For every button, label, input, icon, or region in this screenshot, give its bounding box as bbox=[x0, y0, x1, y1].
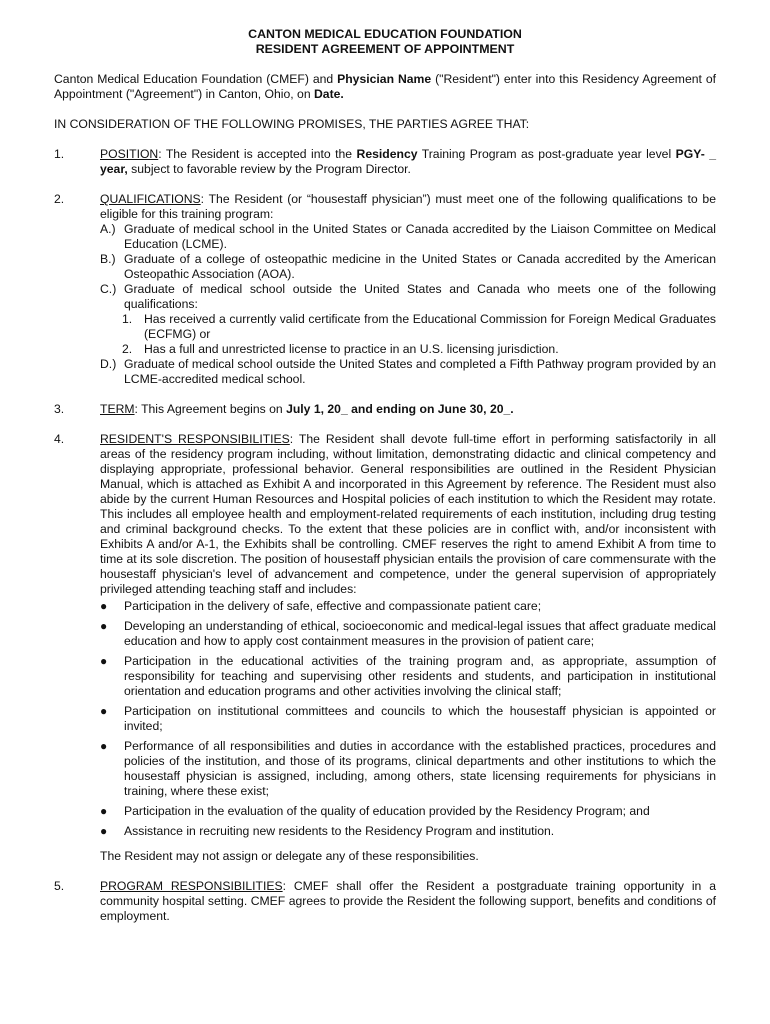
section-text: : The Resident (or “housestaff physician”) must meet one of the following qualifications to be eligible for this training program: bbox=[100, 192, 716, 221]
item-label: D.) bbox=[100, 357, 117, 371]
section-heading: QUALIFICATIONS bbox=[100, 192, 201, 206]
section-resident-responsibilities bbox=[54, 432, 716, 879]
item-label: 1. bbox=[122, 312, 133, 326]
date-placeholder: Date. bbox=[314, 87, 344, 101]
section-body bbox=[100, 192, 716, 387]
item-label: 2. bbox=[122, 342, 133, 356]
section-term bbox=[54, 402, 716, 417]
section-heading: POSITION bbox=[100, 147, 159, 161]
bullet-text: Participation in the evaluation of the quality of education provided by the Residency Program; and bbox=[124, 804, 650, 818]
section-program-responsibilities bbox=[54, 879, 716, 924]
consideration-statement: IN CONSIDERATION OF THE FOLLOWING PROMISES, THE PARTIES AGREE THAT: bbox=[54, 117, 530, 131]
bullet-icon: ● bbox=[100, 704, 108, 718]
bullet-icon: ● bbox=[100, 824, 108, 838]
section-text: : The Resident is accepted into the bbox=[158, 147, 357, 161]
pgy-level-placeholder: PGY- _ year, bbox=[100, 147, 716, 176]
bullet-text: Developing an understanding of ethical, socioeconomic and medical-legal issues that affect graduate medical education and how to apply cost containment measures in the provision of patient care; bbox=[124, 619, 716, 648]
section-number: 1. bbox=[54, 147, 65, 161]
program-name: Residency bbox=[356, 147, 418, 161]
item-text: Has a full and unrestricted license to practice in an U.S. licensing jurisdiction. bbox=[144, 342, 559, 356]
responsibility-bullet bbox=[100, 824, 716, 839]
section-position bbox=[54, 147, 716, 177]
item-text: Has received a currently valid certificate from the Educational Commission for Foreign Medical Graduates (ECFMG) or bbox=[144, 312, 716, 341]
bullet-text: Performance of all responsibilities and duties in accordance with the established practices, procedures and policies of the institution, and those of its programs, clinical departments and other institutions to which the housestaff physician is assigned, including, among others, state licensing requirements for physicians in training, where these exist; bbox=[124, 739, 716, 798]
bullet-icon: ● bbox=[100, 619, 108, 633]
term-dates: July 1, 20_ and ending on June 30, 20_. bbox=[286, 402, 514, 416]
responsibilities-closing: The Resident may not assign or delegate any of these responsibilities. bbox=[100, 849, 479, 863]
responsibility-bullet bbox=[100, 599, 716, 614]
section-body bbox=[100, 147, 716, 177]
bullet-text: Assistance in recruiting new residents to the Residency Program and institution. bbox=[124, 824, 555, 838]
section-body bbox=[100, 879, 716, 924]
section-text: : This Agreement begins on bbox=[134, 402, 287, 416]
qualification-item bbox=[100, 222, 716, 252]
section-number: 2. bbox=[54, 192, 65, 206]
bullet-icon: ● bbox=[100, 804, 108, 818]
bullet-text: Participation in the delivery of safe, effective and compassionate patient care; bbox=[124, 599, 542, 613]
responsibility-bullet bbox=[100, 619, 716, 649]
item-text: Graduate of a college of osteopathic medicine in the United States or Canada accredited by the American Osteopathic Association (AOA). bbox=[124, 252, 716, 281]
qualification-item bbox=[100, 252, 716, 282]
section-body bbox=[100, 432, 716, 879]
responsibility-bullet bbox=[100, 704, 716, 734]
qualification-item bbox=[100, 357, 716, 387]
intro-text-c: ("Resident") enter into this Residency Agreement of Appointment ("Agreement") in Canton, Ohio, on bbox=[54, 72, 717, 101]
document-title-org: CANTON MEDICAL EDUCATION FOUNDATION bbox=[248, 27, 522, 41]
bullet-icon: ● bbox=[100, 654, 108, 668]
item-label: B.) bbox=[100, 252, 116, 266]
bullet-icon: ● bbox=[100, 739, 108, 753]
section-text: : The Resident shall devote full-time effort in performing satisfactorily in all areas of the residency program including, without limitation, demonstrating didactic and clinical competency and displaying appropriate, professional behavior. General responsibilities are outlined in the Resident Physician Manual, which is attached as Exhibit A and incorporated in this Agreement by reference. The Resident must also abide by the current Human Resources and Hospital policies of each institution to which the Resident may rotate. This includes all employee health and employment-related requirements of each institution, including drug testing and criminal background checks. To the extent that these policies are in conflict with, and/or inconsistent with Exhibits A and/or A-1, the Exhibits shall be controlling. CMEF reserves the right to amend Exhibit A from time to time at its sole discretion. The position of housestaff physician entails the provision of care commensurate with the housestaff physician's level of advancement and competence, under the general supervision of appropriately privileged attending teaching staff and includes: bbox=[100, 432, 716, 596]
section-text: : CMEF shall offer the Resident a postgraduate training opportunity in a community hospital setting. CMEF agrees to provide the Resident the following support, benefits and conditions of employment. bbox=[100, 879, 716, 923]
section-text: subject to favorable review by the Program Director. bbox=[127, 162, 411, 176]
bullet-icon: ● bbox=[100, 599, 108, 613]
intro-text-a: Canton Medical Education Foundation (CMEF) and bbox=[54, 72, 338, 86]
responsibility-bullet bbox=[100, 804, 716, 819]
document-title-agreement: RESIDENT AGREEMENT OF APPOINTMENT bbox=[255, 42, 515, 56]
item-text: Graduate of medical school outside the United States and completed a Fifth Pathway program provided by an LCME-accredited medical school. bbox=[124, 357, 716, 386]
section-heading: PROGRAM RESPONSIBILITIES bbox=[100, 879, 283, 893]
qualification-subitem bbox=[100, 312, 716, 342]
section-number: 4. bbox=[54, 432, 65, 446]
physician-name-placeholder: Physician Name bbox=[337, 72, 432, 86]
section-text: Training Program as post-graduate year level bbox=[417, 147, 676, 161]
item-text: Graduate of medical school in the United States or Canada accredited by the Liaison Committee on Medical Education (LCME). bbox=[124, 222, 716, 251]
section-number: 5. bbox=[54, 879, 65, 893]
section-qualifications bbox=[54, 192, 716, 387]
qualification-item bbox=[100, 282, 716, 312]
qualification-subitem bbox=[100, 342, 716, 357]
item-text: Graduate of medical school outside the United States and Canada who meets one of the following qualifications: bbox=[124, 282, 716, 311]
section-number: 3. bbox=[54, 402, 65, 416]
section-heading: RESIDENT'S RESPONSIBILITIES bbox=[100, 432, 290, 446]
responsibility-bullet bbox=[100, 739, 716, 799]
bullet-text: Participation on institutional committees and councils to which the housestaff physician is appointed or invited; bbox=[124, 704, 716, 733]
item-label: A.) bbox=[100, 222, 116, 236]
bullet-text: Participation in the educational activities of the training program and, as appropriate, assumption of responsibility for teaching and supervising other residents and students, and participation in institutional orientation and education programs and other activities involving the clinical staff; bbox=[124, 654, 716, 698]
responsibility-bullet bbox=[100, 654, 716, 699]
section-heading: TERM bbox=[100, 402, 135, 416]
intro-paragraph bbox=[54, 72, 716, 102]
section-body bbox=[100, 402, 716, 417]
item-label: C.) bbox=[100, 282, 117, 296]
